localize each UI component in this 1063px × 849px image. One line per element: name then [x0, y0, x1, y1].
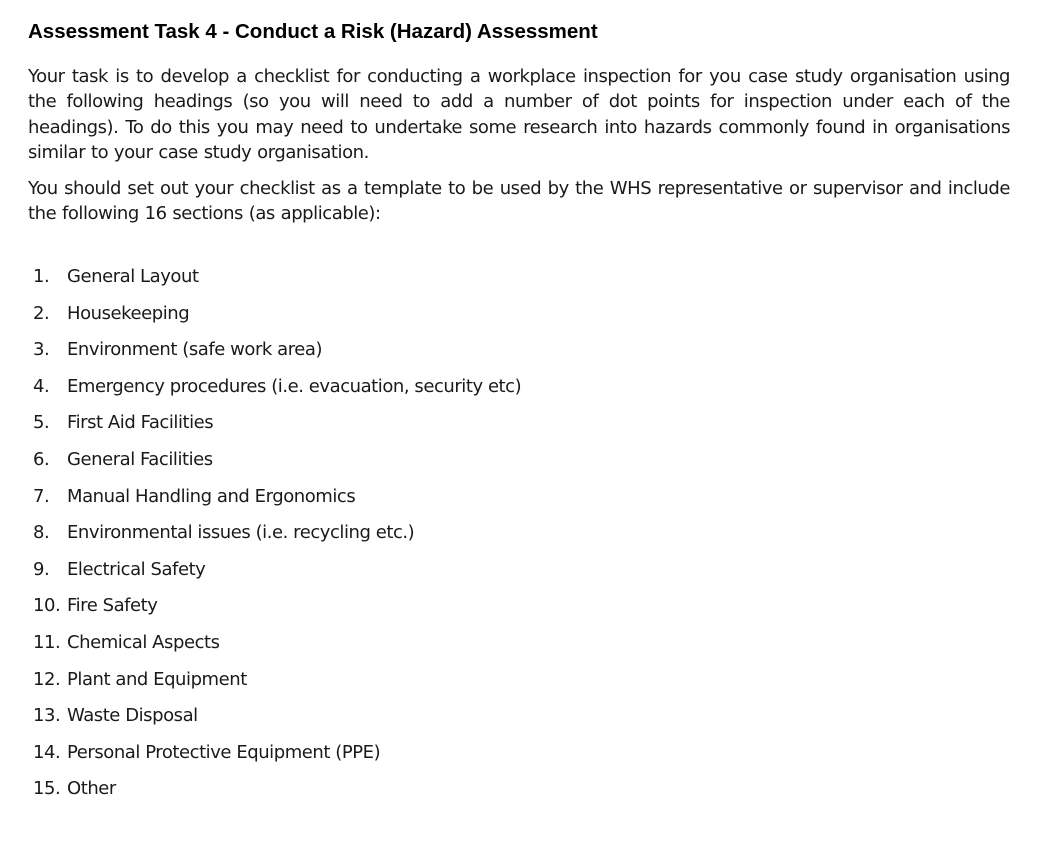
list-item-label: Fire Safety	[67, 595, 158, 617]
list-item	[33, 374, 521, 411]
list-item-number: 4.	[33, 375, 50, 397]
list-item-label: Environmental issues (i.e. recycling etc.)	[67, 522, 415, 544]
list-item	[33, 740, 521, 777]
list-item	[33, 667, 521, 704]
list-item-label: Personal Protective Equipment (PPE)	[67, 741, 381, 763]
list-item-label: General Facilities	[67, 448, 213, 470]
list-item-number: 10.	[33, 595, 61, 617]
list-item-number: 1.	[33, 266, 50, 287]
list-item-number: 2.	[33, 302, 50, 324]
page-title: Assessment Task 4 - Conduct a Risk (Hazard) Assessment	[28, 20, 598, 43]
list-item-number: 12.	[33, 668, 61, 690]
sections-list	[33, 264, 521, 813]
list-item-label: First Aid Facilities	[67, 412, 214, 434]
list-item-number: 3.	[33, 339, 50, 361]
document-page	[28, 18, 1010, 227]
list-item-number: 6.	[33, 448, 50, 470]
list-item-number: 13.	[33, 705, 61, 727]
list-item	[33, 593, 521, 630]
list-item-number: 5.	[33, 412, 50, 434]
list-item-label: Chemical Aspects	[67, 631, 220, 653]
list-item	[33, 776, 521, 813]
list-item	[33, 447, 521, 484]
list-item	[33, 301, 521, 338]
list-item-label: Electrical Safety	[67, 558, 206, 580]
list-item-number: 11.	[33, 631, 61, 653]
list-item-label: General Layout	[67, 266, 199, 287]
list-item	[33, 557, 521, 594]
list-item-label: Plant and Equipment	[67, 668, 247, 690]
list-item	[33, 703, 521, 740]
list-item	[33, 520, 521, 557]
list-item-number: 9.	[33, 558, 50, 580]
intro-paragraph: Your task is to develop a checklist for conducting a workplace inspection for you case study organisation using the following headings (so you will need to add a number of dot points for inspection under each of the headings). To do this you may need to undertake some research into hazards commonly found in organisations similar to your case study organisation.	[28, 66, 1010, 163]
list-item	[33, 484, 521, 521]
list-item-label: Manual Handling and Ergonomics	[67, 485, 356, 507]
list-item-label: Emergency procedures (i.e. evacuation, security etc)	[67, 375, 522, 397]
list-item-label: Environment (safe work area)	[67, 339, 323, 361]
instructions-paragraph: You should set out your checklist as a template to be used by the WHS representative or supervisor and include the following 16 sections (as applicable):	[28, 178, 1010, 225]
list-item	[33, 264, 521, 301]
list-item-label: Waste Disposal	[67, 705, 198, 727]
list-item-number: 7.	[33, 485, 50, 507]
list-item-number: 14.	[33, 741, 61, 763]
list-item-label: Housekeeping	[67, 302, 190, 324]
list-item-number: 15.	[33, 778, 61, 800]
list-item	[33, 630, 521, 667]
list-item-number: 8.	[33, 522, 50, 544]
list-item	[33, 410, 521, 447]
list-item	[33, 337, 521, 374]
list-item-label: Other	[67, 778, 116, 800]
